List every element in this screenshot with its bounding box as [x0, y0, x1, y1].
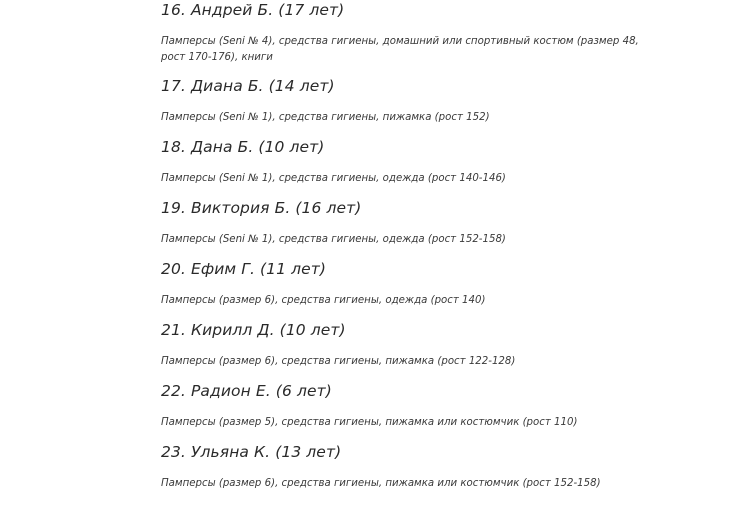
- child-needs: Памперсы (Seni № 4), средства гигиены, домашний или спортивный костюм (размер 48, рост 170-176), книги: [161, 36, 639, 63]
- child-name: 19. Виктория Б. (16 лет): [161, 199, 362, 217]
- child-name: 16. Андрей Б. (17 лет): [161, 1, 345, 19]
- child-name: 18. Дана Б. (10 лет): [161, 138, 325, 156]
- child-needs: Памперсы (Seni № 1), средства гигиены, одежда (рост 152-158): [161, 234, 506, 245]
- child-needs: Памперсы (размер 6), средства гигиены, одежда (рост 140): [161, 295, 486, 306]
- child-needs: Памперсы (размер 5), средства гигиены, пижамка или костюмчик (рост 110): [161, 417, 578, 428]
- child-needs: Памперсы (размер 6), средства гигиены, пижамка (рост 122-128): [161, 356, 516, 367]
- child-name: 22. Радион Е. (6 лет): [161, 382, 332, 400]
- child-name: 21. Кирилл Д. (10 лет): [161, 321, 346, 339]
- child-name: 23. Ульяна К. (13 лет): [161, 443, 342, 461]
- child-needs: Памперсы (Seni № 1), средства гигиены, одежда (рост 140-146): [161, 173, 506, 184]
- child-needs: Памперсы (размер 6), средства гигиены, пижамка или костюмчик (рост 152-158): [161, 478, 601, 489]
- child-needs: Памперсы (Seni № 1), средства гигиены, пижамка (рост 152): [161, 112, 490, 123]
- child-name: 20. Ефим Г. (11 лет): [161, 260, 327, 278]
- child-name: 17. Диана Б. (14 лет): [161, 77, 335, 95]
